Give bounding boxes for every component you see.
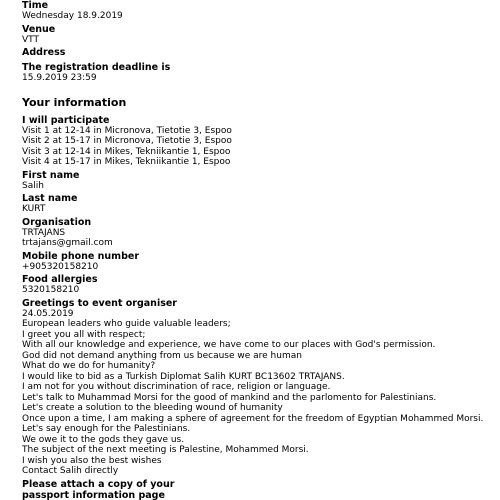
first-name-value: Salih [22,180,44,191]
participate-field [22,115,492,168]
greetings-line: I greet you all with respect; [22,329,146,340]
email-value: trtajans@gmail.com [22,238,113,248]
mobile-value: +905320158210 [22,261,99,272]
deadline-field [22,62,492,84]
address-label: Address [22,47,66,58]
last-name-field [22,193,492,215]
passport-attachment-field [22,479,492,500]
last-name-value: KURT [22,204,46,214]
greetings-line: Once upon a time, I am making a sphere of agreement for the freedom of Egyptian Mohammed Morsi. [22,413,484,424]
greetings-line: I wish you also the best wishes [22,455,162,466]
greetings-line: With all our knowledge and experience, we have come to our places with God's permission. [22,340,436,350]
organisation-label: Organisation [22,216,92,228]
greetings-line: Let's talk to Muhammad Morsi for the good of mankind and the parlomento for Palestinians. [22,392,437,403]
organisation-value: TRTAJANS [22,227,66,238]
greetings-line: I would like to bid as a Turkish Diplomat Salih KURT BC13602 TRTAJANS. [22,371,345,382]
participate-label: I will participate [22,114,110,126]
visit-item: Visit 4 at 15-17 in Mikes, Tekniikantie 1, Espoo [22,157,231,167]
visit-list [22,126,492,168]
visit-item: Visit 1 at 12-14 in Micronova, Tietotie 3, Espoo [22,125,232,136]
greetings-line: God did not demand anything from us because we are human [22,350,302,361]
last-name-label: Last name [22,193,78,204]
first-name-field [22,170,492,192]
greetings-line: What do we do for humanity? [22,361,156,371]
visit-item: Visit 2 at 15-17 in Micronova, Tietotie 3, Espoo [22,136,232,146]
time-field [22,0,492,22]
greetings-text [22,309,492,477]
venue-field [22,24,492,46]
mobile-label: Mobile phone number [22,250,140,262]
your-information-title: Your information [22,95,127,109]
address-field [22,47,492,58]
organisation-field [22,217,492,249]
greetings-line: Let's say enough for the Palestinians. [22,424,191,434]
food-allergies-label: Food allergies [22,274,98,285]
greetings-line: We owe it to the gods they gave us. [22,434,185,445]
deadline-label: The registration deadline is [22,62,171,73]
deadline-value: 15.9.2019 23:59 [22,73,97,83]
passport-attachment-label: Please attach a copy of your [22,478,175,490]
visit-item: Visit 3 at 12-14 in Mikes, Tekniikantie 1, Espoo [22,146,231,157]
greetings-line: European leaders who guide valuable leaders; [22,319,231,329]
mobile-field [22,251,492,273]
greetings-label: Greetings to event organiser [22,297,177,309]
greetings-line: 24.05.2019 [22,308,74,319]
registration-summary [22,0,492,500]
greetings-line: Contact Salih directly [22,466,119,476]
time-label: Time [22,0,49,11]
food-allergies-field [22,274,492,296]
greetings-line: I am not for you without discrimination of race, religion or language. [22,382,331,392]
greetings-line: Let's create a solution to the bleeding wound of humanity [22,403,283,413]
greetings-field [22,298,492,477]
venue-value: VTT [22,34,39,45]
food-allergies-value: 5320158210 [22,285,80,295]
greetings-line: The subject of the next meeting is Palestine, Mohammed Morsi. [22,445,309,455]
first-name-label: First name [22,169,80,181]
passport-attachment-label-cont: passport information page [22,489,165,500]
venue-label: Venue [22,23,56,35]
time-value: Wednesday 18.9.2019 [22,11,123,21]
